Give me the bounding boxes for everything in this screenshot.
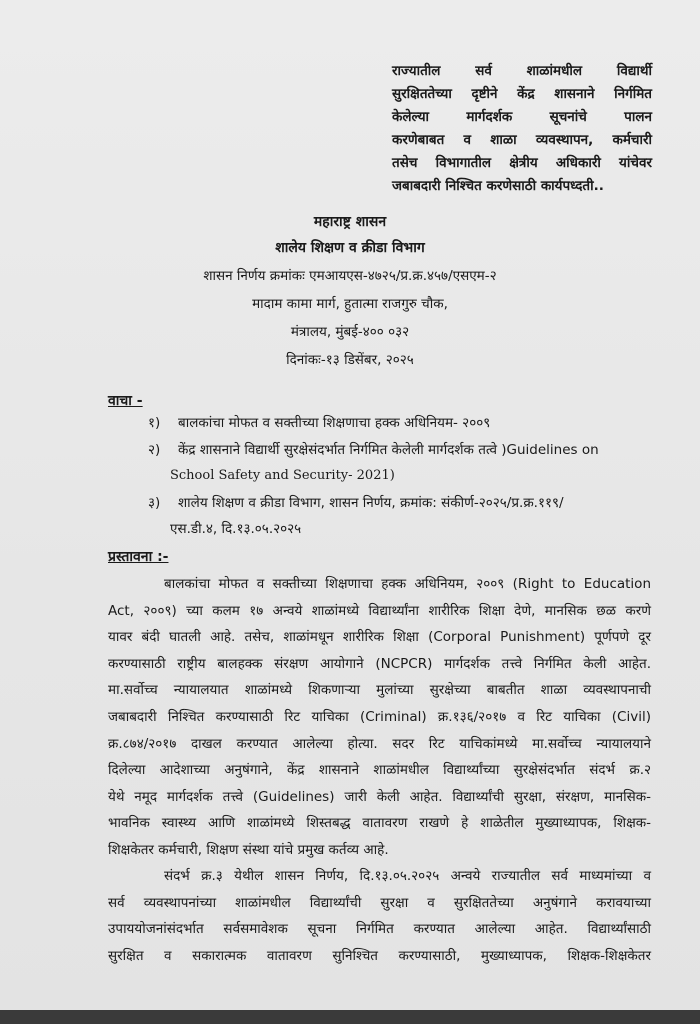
gr-number: शासन निर्णय क्रमांकः एमआयएस-४७२५/प्र.क्र.४५७/एसएम-२ (203, 268, 497, 284)
paragraph-line: करण्यासाठी राष्ट्रीय बालहक्क संरक्षण आयोगाने (NCPCR) मार्गदर्शक तत्त्वे निर्गमित केली आहेत. (108, 655, 651, 672)
reference-text: बालकांचा मोफत व सक्तीच्या शिक्षणाचा हक्क अधिनियम- २००९ (178, 415, 491, 431)
screen-bottom-bar (0, 1010, 700, 1024)
reference-number: ३) (148, 495, 161, 511)
paragraph-line: उपाययोजनांसंदर्भात सर्वसमावेशक सूचना निर्गमित करण्यात आलेल्या आहेत. विद्यार्थ्यांसाठी (108, 921, 651, 938)
preamble-paragraph-1 (108, 571, 651, 864)
paragraph-line: सर्व व्यवस्थापनांच्या शाळांमधील विद्यार्थ्यांची सुरक्षा व सुरक्षिततेच्या अनुषंगाने करावयाच्या (108, 894, 651, 911)
reference-text: केंद्र शासनाने विद्यार्थी सुरक्षेसंदर्भात निर्गमित केलेली मार्गदर्शक तत्वे )Guidelines on (178, 442, 599, 458)
subject-line: राज्यातील सर्व शाळांमधील विद्यार्थी (392, 63, 652, 79)
paragraph-line: क्र.८७४/२०१७ दाखल करण्यात आलेल्या होत्या. सदर रिट याचिकांमध्ये मा.सर्वोच्च न्यायालयाने (108, 735, 651, 752)
subject-line: जबाबदारी निश्चित करणेसाठी कार्यपध्दती.. (392, 178, 604, 194)
preamble-heading: प्रस्तावना :- (108, 549, 169, 565)
reference-number: २) (148, 442, 161, 458)
reference-text-continued: School Safety and Security- 2021) (170, 468, 395, 483)
subject-line: केलेल्या मार्गदर्शक सूचनांचे पालन (392, 109, 652, 125)
paragraph-line: भावनिक स्वास्थ्य आणि शाळांमध्ये शिस्तबद्ध वातावरण राखणे हे शाळेतील मुख्याध्यापक, शिक्षक- (108, 815, 651, 832)
address-line-2: मंत्रालय, मुंबई-४०० ०३२ (290, 324, 410, 340)
paragraph-line: सुरक्षित व सकारात्मक वातावरण सुनिश्चित करण्यासाठी, मुख्याध्यापक, शिक्षक-शिक्षकेतर (108, 947, 651, 964)
paragraph-line: मा.सर्वोच्च न्यायालयात शाळांमध्ये शिकणाऱ्या मुलांच्या सुरक्षेच्या बाबतीत शाळा व्यवस्थापनाची (108, 682, 651, 699)
government-name: महाराष्ट्र शासन (313, 214, 387, 230)
references-heading: वाचा - (108, 393, 143, 409)
reference-number: १) (148, 415, 161, 431)
subject-line: तसेच विभागातील क्षेत्रीय अधिकारी यांचेवर (392, 155, 652, 171)
paragraph-line: यावर बंदी घातली आहे. तसेच, शाळांमधून शारीरिक शिक्षा (Corporal Punishment) पूर्णपणे दूर (108, 629, 651, 646)
reference-text-continued: एस.डी.४, दि.१३.०५.२०२५ (170, 521, 302, 537)
preamble-paragraph-2 (108, 863, 651, 969)
subject-block (392, 60, 652, 198)
department-name: शालेय शिक्षण व क्रीडा विभाग (275, 240, 425, 256)
paragraph-line: Act, २००९) च्या कलम १७ अन्वये शाळांमध्ये विद्यार्थ्यांना शारीरिक शिक्षा देणे, मानसिक छळ करणे (108, 602, 651, 619)
gr-date: दिनांकः-१३ डिसेंबर, २०२५ (286, 352, 414, 368)
paragraph-line: जबाबदारी निश्चित करण्यासाठी रिट याचिका (Criminal) क्र.१३६/२०१७ व रिट याचिका (Civil) (108, 708, 651, 725)
paragraph-line: बालकांचा मोफत व सक्तीच्या शिक्षणाचा हक्क अधिनियम, २००९ (Right to Education (164, 576, 651, 592)
address-line-1: मादाम कामा मार्ग, हुतात्मा राजगुरु चौक, (252, 296, 448, 312)
subject-line: सुरक्षिततेच्या दृष्टीने केंद्र शासनाने निर्गमित (392, 86, 652, 102)
subject-line: करणेबाबत व शाळा व्यवस्थापन, कर्मचारी (392, 132, 652, 148)
paragraph-line: दिलेल्या आदेशाच्या अनुषंगाने, केंद्र शासनाने शाळांमधील विद्यार्थ्यांच्या सुरक्षेसंदर्भात संदर्भ क्र.२ (108, 762, 651, 779)
reference-text: शालेय शिक्षण व क्रीडा विभाग, शासन निर्णय, क्रमांक: संकीर्ण-२०२५/प्र.क्र.११९/ (178, 495, 564, 511)
paragraph-line: संदर्भ क्र.३ येथील शासन निर्णय, दि.१३.०५.२०२५ अन्वये राज्यातील सर्व माध्यमांच्या व (164, 868, 651, 884)
paragraph-line: येथे नमूद मार्गदर्शक तत्त्वे (Guidelines) जारी केली आहेत. विद्यार्थ्यांची सुरक्षा, संरक्षण, मानसिक- (108, 788, 651, 805)
paragraph-line: शिक्षकेतर कर्मचारी, शिक्षण संस्था यांचे प्रमुख कर्तव्य आहे. (108, 841, 389, 858)
